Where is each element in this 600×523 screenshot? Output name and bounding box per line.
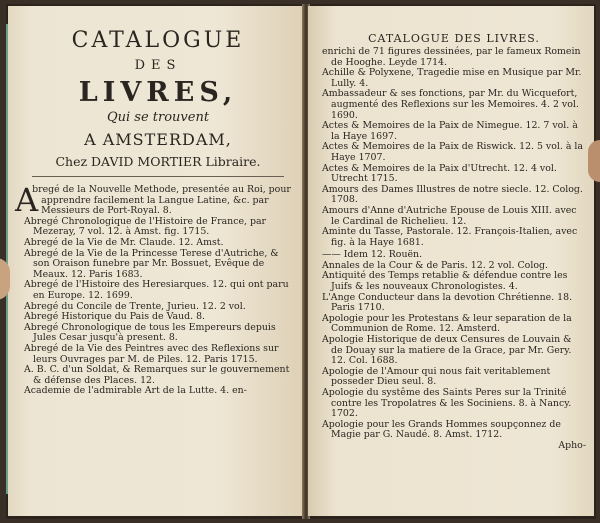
catalogue-entry: Abregé de la Vie des Peintres avec des Reflexions sur leurs Ouvrages par M. de Piles. 12. Paris 1715. [24, 342, 279, 365]
catalogue-entry: enrichi de 71 figures dessinées, par le fameux Romein de Hooghe. Leyde 1714. [322, 46, 581, 68]
catalogue-entry: Apologie pour les Grands Hommes soupçonnez de Magie par G. Naudé. 8. Amst. 1712. [322, 418, 561, 441]
title-amsterdam: A AMSTERDAM, [84, 130, 232, 149]
catalogue-entry [15, 181, 292, 219]
catalogue-entry: Apologie du systême des Saints Peres sur la Trinité contre les Tropolatres & les Sociniens. 8. à Nancy. 1702. [322, 387, 572, 420]
catalogue-entry: Abregé de la Vie de la Princesse Terese d'Autriche, & son Oraison funebre par Mr. Bossuet, Evêque de Meaux. 12. Paris 1683. [24, 247, 279, 280]
catalogue-entry-idem: —— Idem 12. Rouën. [322, 249, 423, 261]
left-page [8, 6, 304, 516]
catalogue-entry: Apologie pour les Protestans & leur separation de la Communion de Rome. 12. Amsterd. [322, 312, 572, 335]
catalogue-entry: Amours d'Anne d'Autriche Epouse de Louis XIII. avec le Cardinal de Richelieu. 12. [322, 204, 577, 227]
title-catalogue: CATALOGUE [71, 28, 245, 53]
catalogue-entry: Apologie de l'Amour qui nous fait veritablement posseder Dieu seul. 8. [322, 365, 551, 388]
right-page [308, 6, 594, 516]
catalogue-entry: Abregé Historique du Pais de Vaud. 8. [24, 311, 206, 323]
left-entries [15, 181, 292, 397]
catchword: Apho- [558, 439, 586, 451]
open-book [6, 4, 596, 519]
catalogue-entry: Actes & Memoires de la Paix d'Utrecht. 12. 4 vol. Utrecht 1715. [322, 162, 557, 185]
title-des: DES [134, 58, 182, 73]
catalogue-entry: Abregé de l'Histoire des Heresiarques. 12. qui ont paru en Europe. 12. 1699. [24, 279, 289, 301]
catalogue-entry: L'Ange Conducteur dans la devotion Chrétienne. 18. Paris 1710. [322, 291, 573, 314]
title-rule [32, 176, 284, 177]
catalogue-entry: Abregé Chronologique de tous les Empereurs depuis Jules Cesar jusqu'à present. 8. [24, 321, 276, 344]
drop-cap: A [15, 181, 39, 219]
running-header: CATALOGUE DES LIVRES. [368, 32, 540, 45]
title-block [24, 28, 292, 170]
catalogue-entry: Abregé Chronologique de l'Histoire de France, par Mezeray, 7 vol. 12. à Amst. fig. 1715. [24, 215, 267, 238]
catalogue-entry: Actes & Memoires de la Paix de Nimegue. 12. 7 vol. à la Haye 1697. [322, 120, 578, 142]
entry-text: bregé de la Nouvelle Methode, presentée au Roi, pour apprendre facilement la Langue Latine, &c. par Messieurs de Port-Royal. 8. [32, 184, 291, 217]
title-publisher: Chez DAVID MORTIER Libraire. [55, 154, 261, 169]
catalogue-entry: Achille & Polyxene, Tragedie mise en Musique par Mr. Lully. 4. [322, 67, 582, 89]
right-entries [322, 47, 586, 452]
title-livres: LIVRES, [78, 77, 238, 108]
thumb-right [588, 140, 600, 182]
catalogue-entry: Amours des Dames Illustres de notre siecle. 12. Colog. 1708. [322, 183, 583, 206]
catalogue-entry: Actes & Memoires de la Paix de Riswick. 12. 5 vol. à la Haye 1707. [322, 141, 583, 163]
catalogue-entry: Abregé de la Vie de Mr. Claude. 12. Amst. [24, 236, 224, 248]
title-qui-se-trouvent: Qui se trouvent [106, 110, 210, 125]
catalogue-entry: Apologie Historique de deux Censures de Louvain & de Douay sur la matiere de la Grace, par Mr. Gery. 12. Col. 1688. [322, 334, 572, 367]
catalogue-entry: Aminte du Tasse, Pastorale. 12. François-Italien, avec fig. à la Haye 1681. [322, 226, 578, 248]
catalogue-entry: Annales de la Cour & de Paris. 12. 2 vol. Colog. [322, 259, 548, 271]
catalogue-entry: Academie de l'admirable Art de la Lutte. 4. en- [24, 385, 247, 397]
catalogue-entry: Antiquité des Temps retablie & défendue contre les Juifs & les nouveaux Chronologistes. 4. [322, 270, 568, 293]
catalogue-entry: A. B. C. d'un Soldat, & Remarques sur le gouvernement & défense des Places. 12. [24, 364, 290, 386]
catalogue-entry: Ambassadeur & ses fonctions, par Mr. du Wicquefort, augmenté des Reflexions sur les Memoires. 4. 2 vol. 1690. [322, 88, 579, 121]
catalogue-entry: Abregé du Concile de Trente, Jurieu. 12. 2 vol. [24, 300, 246, 312]
